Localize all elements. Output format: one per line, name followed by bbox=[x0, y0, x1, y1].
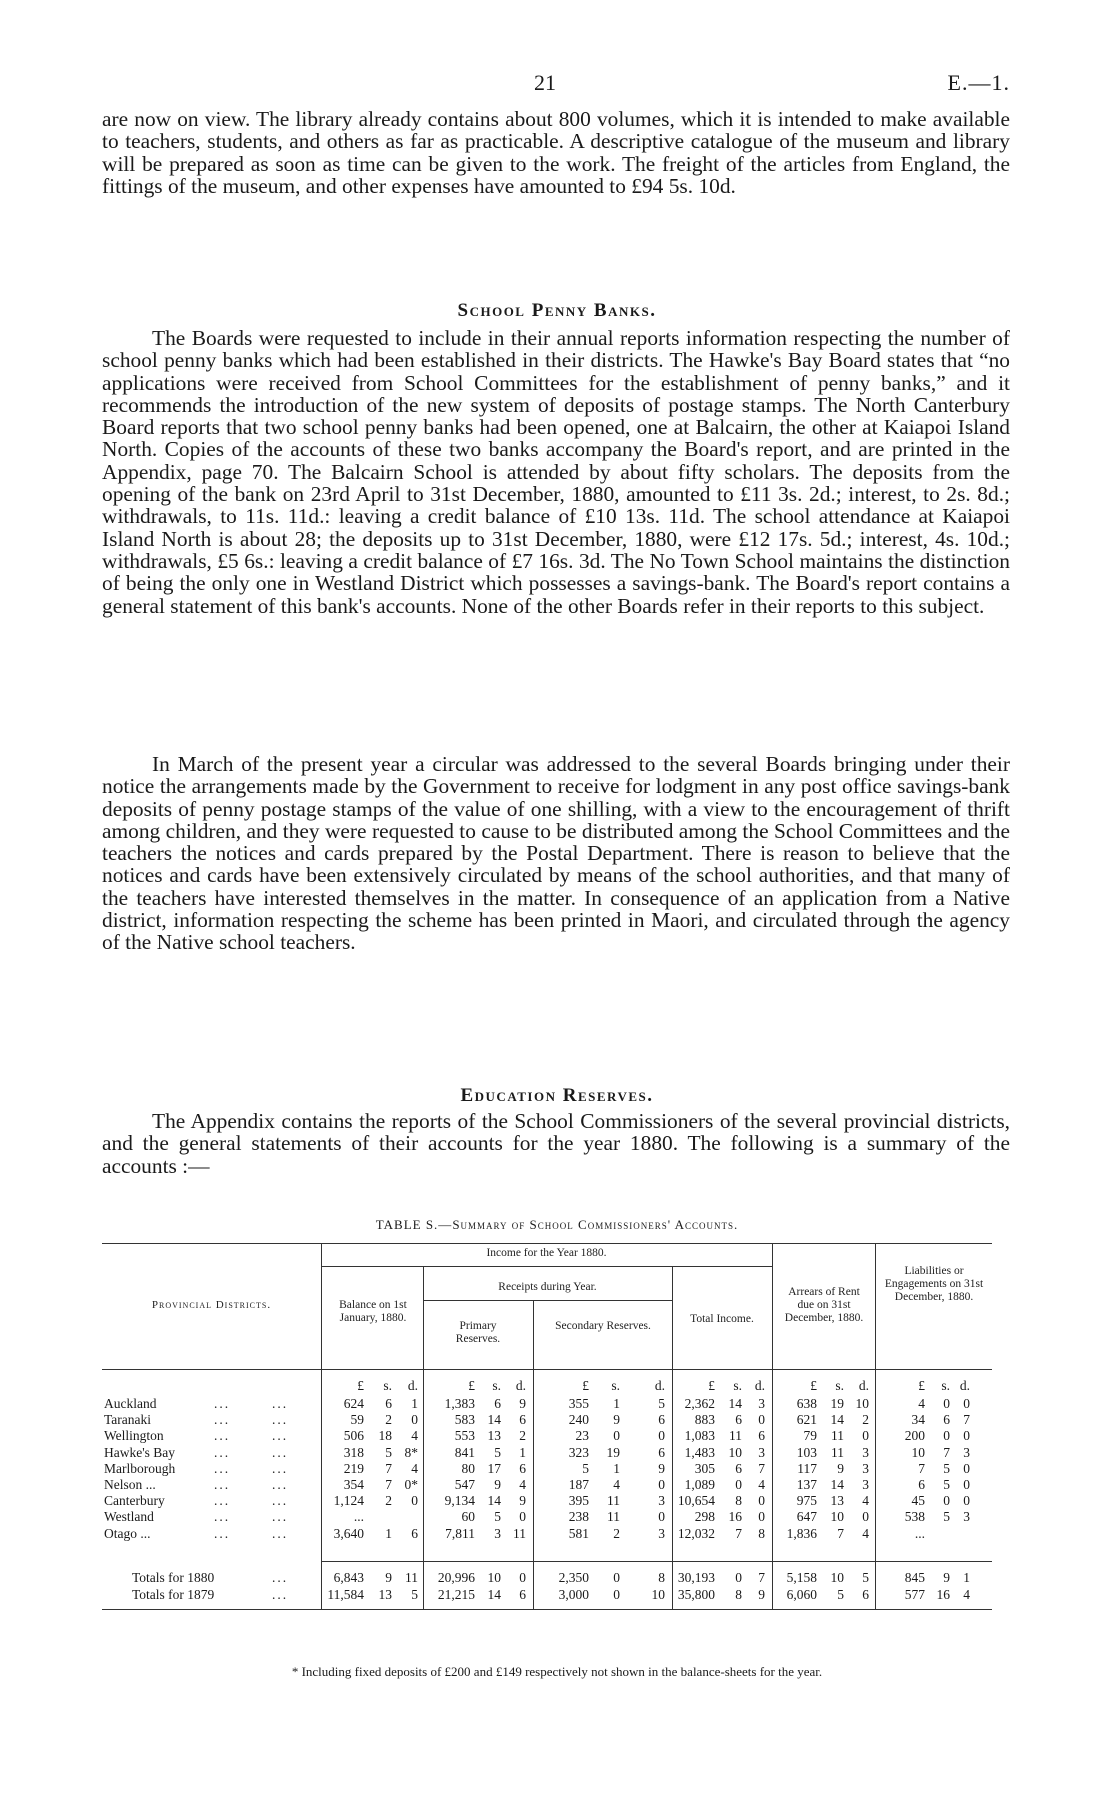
lia-cell: 7 bbox=[918, 1460, 925, 1476]
unit-label: d. bbox=[858, 1378, 869, 1393]
pri-total-cell: 20,996 bbox=[437, 1570, 475, 1585]
tot-cell: 298 bbox=[694, 1509, 715, 1525]
lia-cell: 34 bbox=[911, 1412, 925, 1428]
bal-total-cell: 13 bbox=[378, 1587, 392, 1602]
table-caption bbox=[0, 1217, 1114, 1233]
pri-cell: 14 bbox=[487, 1493, 501, 1509]
sec-cell: 19 bbox=[606, 1444, 620, 1460]
arr-cell: 11 bbox=[831, 1444, 844, 1460]
totals-label: Totals for 1879 bbox=[132, 1587, 215, 1602]
secondary-header: Secondary Reserves. bbox=[555, 1320, 651, 1332]
bal-cell: 1 bbox=[411, 1396, 418, 1411]
tot-cell: 10,654 bbox=[677, 1493, 715, 1509]
bal-total-cell: 5 bbox=[411, 1587, 418, 1602]
bal-cell: 354 bbox=[343, 1477, 364, 1492]
tot-cell: 16 bbox=[728, 1509, 742, 1525]
bal-cell: 1,124 bbox=[333, 1493, 364, 1509]
arr-cell: 638 bbox=[796, 1396, 817, 1411]
pri-cell: 583 bbox=[454, 1412, 475, 1428]
leader-dots: ... bbox=[214, 1396, 231, 1411]
sec-total-cell: 2,350 bbox=[558, 1570, 589, 1585]
unit-label: £ bbox=[918, 1378, 925, 1393]
balance-header: Balance on 1st January, 1880. bbox=[339, 1299, 407, 1324]
sec-cell: 323 bbox=[568, 1444, 589, 1460]
lia-cell: 0 bbox=[963, 1477, 970, 1492]
leader-dots: ... bbox=[272, 1493, 289, 1509]
sec-cell: 23 bbox=[575, 1428, 589, 1444]
pri-cell: 11 bbox=[513, 1525, 526, 1541]
lia-total-cell: 9 bbox=[943, 1570, 950, 1585]
lia-cell: 7 bbox=[963, 1412, 970, 1428]
pri-cell: 9 bbox=[494, 1477, 501, 1492]
arr-cell: 975 bbox=[796, 1493, 817, 1509]
tot-cell: 4 bbox=[758, 1477, 765, 1492]
tot-cell: 11 bbox=[729, 1428, 742, 1444]
sec-cell: 11 bbox=[607, 1509, 620, 1525]
sec-cell: 2 bbox=[613, 1525, 620, 1541]
leader-dots: ... bbox=[214, 1428, 231, 1444]
arr-cell: 647 bbox=[796, 1509, 817, 1525]
bal-total-cell: 9 bbox=[385, 1570, 392, 1585]
lia-cell: 0 bbox=[943, 1396, 950, 1411]
leader-dots: ... bbox=[214, 1460, 231, 1476]
tot-cell: 7 bbox=[758, 1460, 765, 1476]
receipts-rule bbox=[423, 1300, 672, 1301]
bal-cell: 5 bbox=[385, 1444, 392, 1460]
tot-cell: 2,362 bbox=[684, 1396, 715, 1411]
unit-label: s. bbox=[835, 1378, 844, 1393]
bal-cell: 7 bbox=[385, 1460, 392, 1476]
pri-cell: 1,383 bbox=[444, 1396, 475, 1411]
pri-cell: 2 bbox=[519, 1428, 526, 1444]
pri-cell: 13 bbox=[487, 1428, 501, 1444]
bal-cell: ... bbox=[353, 1509, 364, 1525]
pri-cell: 17 bbox=[487, 1460, 501, 1476]
district-name: Westland bbox=[104, 1509, 154, 1525]
arr-cell: 4 bbox=[862, 1493, 869, 1509]
sec-cell: 4 bbox=[613, 1477, 620, 1492]
education-reserves-paragraph: The Appendix contains the reports of the School Commissioners of the several provincial districts, and the general statements of their accounts for the year 1880. The following is a summary of the accounts :— bbox=[102, 1109, 1010, 1178]
unit-label: £ bbox=[708, 1378, 715, 1393]
arr-cell: 3 bbox=[862, 1477, 869, 1492]
bal-cell: 4 bbox=[411, 1428, 418, 1444]
pri-cell: 60 bbox=[461, 1509, 475, 1525]
income-header: Income for the Year 1880. bbox=[486, 1247, 607, 1259]
tot-cell: 10 bbox=[728, 1444, 742, 1460]
pri-cell: 9,134 bbox=[444, 1493, 475, 1509]
leader-dots: ... bbox=[272, 1396, 289, 1411]
totals-row bbox=[102, 1570, 992, 1586]
unit-label: £ bbox=[357, 1378, 364, 1393]
tot-cell: 0 bbox=[758, 1412, 765, 1428]
arr-cell: 4 bbox=[862, 1525, 869, 1541]
tot-total-cell: 8 bbox=[735, 1587, 742, 1602]
lia-cell: ... bbox=[914, 1525, 925, 1541]
lia-cell: 6 bbox=[918, 1477, 925, 1492]
sec-cell: 9 bbox=[658, 1460, 665, 1476]
leader-dots: ... bbox=[214, 1509, 231, 1525]
leader-dots: ... bbox=[272, 1587, 289, 1602]
pri-total-cell: 6 bbox=[519, 1587, 526, 1602]
bal-cell: 318 bbox=[343, 1444, 364, 1460]
pri-cell: 547 bbox=[454, 1477, 475, 1492]
tot-cell: 0 bbox=[758, 1493, 765, 1509]
lia-total-cell: 4 bbox=[963, 1587, 970, 1602]
pri-cell: 0 bbox=[519, 1509, 526, 1525]
leader-dots: ... bbox=[214, 1525, 231, 1541]
pri-cell: 4 bbox=[519, 1477, 526, 1492]
sec-cell: 240 bbox=[568, 1412, 589, 1428]
pri-cell: 6 bbox=[519, 1412, 526, 1428]
unit-label: s. bbox=[941, 1378, 950, 1393]
sec-cell: 395 bbox=[568, 1493, 589, 1509]
pri-cell: 1 bbox=[519, 1444, 526, 1460]
lia-cell: 0 bbox=[963, 1428, 970, 1444]
unit-label: £ bbox=[582, 1378, 589, 1393]
intro-paragraph: are now on view. The library already contains about 800 volumes, which it is intended to make available to teachers, students, and others as far as practicable. A descriptive catalogue of the museum and library will be prepared as soon as time can be given to the work. The freight of the articles from England, the fittings of the museum, and other expenses have amounted to £94 5s. 10d. bbox=[102, 107, 1010, 198]
totals-row bbox=[102, 1587, 992, 1603]
table-row bbox=[102, 1461, 992, 1477]
sec-cell: 5 bbox=[658, 1396, 665, 1411]
table-row bbox=[102, 1412, 992, 1428]
arr-total-cell: 5 bbox=[862, 1570, 869, 1585]
unit-label: s. bbox=[383, 1378, 392, 1393]
unit-label: d. bbox=[754, 1378, 765, 1393]
arr-total-cell: 6,060 bbox=[786, 1587, 817, 1602]
tot-total-cell: 9 bbox=[758, 1587, 765, 1602]
pri-cell: 9 bbox=[519, 1396, 526, 1411]
tot-cell: 3 bbox=[758, 1396, 765, 1411]
receipts-header: Receipts during Year. bbox=[498, 1281, 597, 1293]
pri-cell: 553 bbox=[454, 1428, 475, 1444]
tot-cell: 7 bbox=[735, 1525, 742, 1541]
table-row bbox=[102, 1509, 992, 1525]
pri-cell: 841 bbox=[454, 1444, 475, 1460]
arr-cell: 1,836 bbox=[786, 1525, 817, 1541]
arr-cell: 19 bbox=[830, 1396, 844, 1411]
education-reserves-heading: Education Reserves. bbox=[460, 1085, 654, 1106]
tot-total-cell: 35,800 bbox=[677, 1587, 715, 1602]
table-caption-title: Summary of School Commissioners' Accounts. bbox=[452, 1217, 739, 1232]
pri-cell: 5 bbox=[494, 1509, 501, 1525]
table-row bbox=[102, 1445, 992, 1461]
lia-total-cell: 577 bbox=[904, 1587, 925, 1602]
district-name: Canterbury bbox=[104, 1493, 165, 1509]
arr-cell: 79 bbox=[803, 1428, 817, 1444]
table-row bbox=[102, 1477, 992, 1493]
document-code: E.—1. bbox=[947, 70, 1010, 95]
sec-cell: 11 bbox=[607, 1493, 620, 1509]
sec-total-cell: 0 bbox=[613, 1570, 620, 1585]
arr-cell: 103 bbox=[796, 1444, 817, 1460]
lia-cell: 0 bbox=[963, 1493, 970, 1509]
bal-cell: 0* bbox=[404, 1477, 418, 1492]
lia-total-cell: 16 bbox=[936, 1587, 950, 1602]
tot-total-cell: 0 bbox=[735, 1570, 742, 1585]
district-name: Otago ... bbox=[104, 1525, 151, 1541]
arr-cell: 11 bbox=[831, 1428, 844, 1444]
bal-cell: 7 bbox=[385, 1477, 392, 1492]
bal-cell: 6 bbox=[411, 1525, 418, 1541]
arr-total-cell: 10 bbox=[830, 1570, 844, 1585]
lia-cell: 200 bbox=[904, 1428, 925, 1444]
leader-dots: ... bbox=[214, 1412, 231, 1428]
lia-total-cell: 845 bbox=[904, 1570, 925, 1585]
pri-cell: 7,811 bbox=[445, 1525, 475, 1541]
arr-cell: 14 bbox=[830, 1412, 844, 1428]
arr-cell: 9 bbox=[837, 1460, 844, 1476]
lia-cell: 6 bbox=[943, 1412, 950, 1428]
table-footnote: * Including fixed deposits of £200 and £149 respectively not shown in the balance-sheets for the year. bbox=[291, 1664, 823, 1679]
leader-dots: ... bbox=[272, 1460, 289, 1476]
pri-total-cell: 0 bbox=[519, 1570, 526, 1585]
bal-cell: 624 bbox=[343, 1396, 364, 1411]
pri-cell: 6 bbox=[519, 1460, 526, 1476]
totals-label: Totals for 1880 bbox=[132, 1570, 215, 1585]
bal-total-cell: 11 bbox=[405, 1570, 418, 1585]
table-row bbox=[102, 1396, 992, 1412]
tot-cell: 12,032 bbox=[677, 1525, 715, 1541]
bal-cell: 18 bbox=[378, 1428, 392, 1444]
tot-cell: 305 bbox=[694, 1460, 715, 1476]
leader-dots: ... bbox=[272, 1525, 289, 1541]
accounts-table bbox=[102, 1243, 992, 1655]
bal-cell: 8* bbox=[404, 1444, 418, 1460]
bal-cell: 4 bbox=[411, 1460, 418, 1476]
primary-header: Primary Reserves. bbox=[455, 1320, 501, 1345]
arr-cell: 14 bbox=[830, 1477, 844, 1492]
lia-cell: 4 bbox=[918, 1396, 925, 1411]
sec-cell: 187 bbox=[568, 1477, 589, 1492]
arr-cell: 621 bbox=[796, 1412, 817, 1428]
tot-cell: 1,483 bbox=[684, 1444, 715, 1460]
arr-cell: 3 bbox=[862, 1460, 869, 1476]
tot-total-cell: 30,193 bbox=[677, 1570, 715, 1585]
district-name: Taranaki bbox=[104, 1412, 152, 1428]
bal-cell: 2 bbox=[385, 1493, 392, 1509]
tot-cell: 883 bbox=[694, 1412, 715, 1428]
table-caption-prefix: TABLE S.— bbox=[375, 1217, 453, 1232]
bal-cell: 506 bbox=[343, 1428, 364, 1444]
district-name: Auckland bbox=[104, 1396, 157, 1411]
bal-cell: 6 bbox=[385, 1396, 392, 1411]
sec-total-cell: 8 bbox=[658, 1570, 665, 1585]
sec-cell: 0 bbox=[658, 1428, 665, 1444]
lia-cell: 7 bbox=[943, 1444, 950, 1460]
pri-cell: 9 bbox=[519, 1493, 526, 1509]
arr-total-cell: 5,158 bbox=[786, 1570, 817, 1585]
sec-cell: 0 bbox=[658, 1509, 665, 1525]
sec-cell: 355 bbox=[568, 1396, 589, 1411]
lia-cell: 0 bbox=[943, 1428, 950, 1444]
sec-cell: 3 bbox=[658, 1493, 665, 1509]
bal-cell: 219 bbox=[343, 1460, 364, 1476]
arrears-header: Arrears of Rent due on 31st December, 1880. bbox=[784, 1286, 864, 1324]
penny-banks-heading: School Penny Banks. bbox=[457, 300, 657, 321]
arr-cell: 137 bbox=[796, 1477, 817, 1492]
sec-cell: 6 bbox=[658, 1444, 665, 1460]
lia-cell: 10 bbox=[911, 1444, 925, 1460]
penny-banks-paragraph-1: The Boards were requested to include in their annual reports information respecting the number of school penny banks which had been established in their districts. The Hawke's Bay Board states that “no applications were received from School Committees for the establishment of penny banks,” and it recommends the introduction of the new system of deposits of postage stamps. The North Canterbury Board reports that two school penny banks had been opened, one at Balcairn, the other at Kaiapoi Island North. Copies of the accounts of these two banks accompany the Board's report, and are printed in the Appendix, page 70. The Balcairn School is attended by about fifty scholars. The deposits from the opening of the bank on 23rd April to 31st December, 1880, amounted to £11 3s. 2d.; interest, to 2s. 8d.; withdrawals, to 11s. 11d.: leaving a credit balance of £10 13s. 11d. The school attendance at Kaiapoi Island North is about 28; the deposits up to 31st December, 1880, were £12 17s. 5d.; interest, 4s. 10d.; withdrawals, £5 6s.: leaving a credit balance of £7 16s. 3d. The No Town School maintains the distinction of being the only one in Westland District which possesses a savings-bank. The Board's report contains a general statement of this bank's accounts. None of the other Boards refer in their reports to this subject. bbox=[102, 326, 1010, 618]
page-number: 21 bbox=[534, 70, 556, 95]
sec-cell: 581 bbox=[568, 1525, 589, 1541]
district-name: Nelson ... bbox=[104, 1477, 156, 1492]
bal-cell: 1 bbox=[385, 1525, 392, 1541]
bal-cell: 0 bbox=[411, 1412, 418, 1428]
pri-total-cell: 10 bbox=[487, 1570, 501, 1585]
district-name: Marlborough bbox=[104, 1460, 176, 1476]
sec-cell: 1 bbox=[613, 1460, 620, 1476]
pri-cell: 6 bbox=[494, 1396, 501, 1411]
arr-cell: 10 bbox=[855, 1396, 869, 1411]
pri-total-cell: 21,215 bbox=[437, 1587, 475, 1602]
leader-dots: ... bbox=[214, 1444, 231, 1460]
lia-cell: 45 bbox=[911, 1493, 925, 1509]
totals-rule bbox=[321, 1561, 992, 1562]
unit-label: d. bbox=[407, 1378, 418, 1393]
lia-cell: 3 bbox=[963, 1509, 970, 1525]
arr-cell: 117 bbox=[797, 1460, 817, 1476]
leader-dots: ... bbox=[214, 1493, 231, 1509]
bal-cell: 0 bbox=[411, 1493, 418, 1509]
leader-dots: ... bbox=[272, 1444, 289, 1460]
tot-cell: 8 bbox=[758, 1525, 765, 1541]
table-row bbox=[102, 1428, 992, 1444]
liabilities-header: Liabilities or Engagements on 31st December, 1880. bbox=[884, 1265, 984, 1303]
sec-cell: 3 bbox=[658, 1525, 665, 1541]
tot-cell: 6 bbox=[735, 1460, 742, 1476]
table-bottom-rule bbox=[102, 1609, 992, 1610]
provincial-districts-header: Provincial Districts. bbox=[151, 1299, 272, 1311]
penny-banks-paragraph-2: In March of the present year a circular was addressed to the several Boards bringing under their notice the arrangements made by the Government to receive for lodgment in any post office savings-bank deposits of penny postage stamps of the value of one shilling, with a view to the encouragement of thrift among children, and they were requested to cause to be distributed among the School Committees and the teachers the notices and cards prepared by the Postal Department. There is reason to believe that the notices and cards have been extensively circulated by means of the school authorities, and that many of the teachers have interested themselves in the matter. In consequence of an application from a Native district, information respecting the scheme has been printed in Maori, and circulated through the agency of the Native school teachers. bbox=[102, 752, 1010, 955]
tot-cell: 3 bbox=[758, 1444, 765, 1460]
tot-cell: 1,089 bbox=[684, 1477, 715, 1492]
pri-cell: 3 bbox=[494, 1525, 501, 1541]
arr-cell: 0 bbox=[862, 1428, 869, 1444]
tot-total-cell: 7 bbox=[758, 1570, 765, 1585]
sec-cell: 0 bbox=[658, 1477, 665, 1492]
arr-cell: 2 bbox=[862, 1412, 869, 1428]
tot-cell: 6 bbox=[758, 1428, 765, 1444]
unit-label: s. bbox=[611, 1378, 620, 1393]
bal-total-cell: 6,843 bbox=[333, 1570, 364, 1585]
tot-cell: 8 bbox=[735, 1493, 742, 1509]
table-row bbox=[102, 1493, 992, 1509]
leader-dots: ... bbox=[272, 1570, 289, 1585]
bal-cell: 3,640 bbox=[333, 1525, 364, 1541]
arr-total-cell: 6 bbox=[862, 1587, 869, 1602]
currency-units-row bbox=[102, 1378, 992, 1394]
table-top-rule bbox=[102, 1243, 992, 1244]
sec-cell: 9 bbox=[613, 1412, 620, 1428]
total-income-header: Total Income. bbox=[690, 1313, 754, 1325]
income-rule bbox=[321, 1266, 772, 1267]
table-row bbox=[102, 1526, 992, 1542]
district-name: Wellington bbox=[104, 1428, 164, 1444]
leader-dots: ... bbox=[272, 1428, 289, 1444]
tot-cell: 0 bbox=[735, 1477, 742, 1492]
sec-total-cell: 0 bbox=[613, 1587, 620, 1602]
tot-cell: 6 bbox=[735, 1412, 742, 1428]
lia-cell: 3 bbox=[963, 1444, 970, 1460]
lia-cell: 538 bbox=[904, 1509, 925, 1525]
lia-cell: 5 bbox=[943, 1509, 950, 1525]
pri-cell: 14 bbox=[487, 1412, 501, 1428]
leader-dots: ... bbox=[272, 1477, 289, 1492]
bal-cell: 2 bbox=[385, 1412, 392, 1428]
arr-cell: 0 bbox=[862, 1509, 869, 1525]
unit-label: £ bbox=[468, 1378, 475, 1393]
leader-dots: ... bbox=[272, 1412, 289, 1428]
unit-label: s. bbox=[733, 1378, 742, 1393]
sec-cell: 238 bbox=[568, 1509, 589, 1525]
arr-cell: 13 bbox=[830, 1493, 844, 1509]
arr-total-cell: 5 bbox=[837, 1587, 844, 1602]
arr-cell: 3 bbox=[862, 1444, 869, 1460]
leader-dots: ... bbox=[272, 1509, 289, 1525]
bal-total-cell: 11,584 bbox=[327, 1587, 364, 1602]
tot-cell: 0 bbox=[758, 1509, 765, 1525]
unit-label: d. bbox=[959, 1378, 970, 1393]
header-bottom-rule bbox=[102, 1369, 992, 1370]
sec-total-cell: 3,000 bbox=[558, 1587, 589, 1602]
lia-cell: 0 bbox=[943, 1493, 950, 1509]
sec-cell: 0 bbox=[613, 1428, 620, 1444]
leader-dots: ... bbox=[214, 1477, 231, 1492]
arr-cell: 7 bbox=[837, 1525, 844, 1541]
unit-label: s. bbox=[492, 1378, 501, 1393]
pri-total-cell: 14 bbox=[487, 1587, 501, 1602]
sec-cell: 1 bbox=[613, 1396, 620, 1411]
arr-cell: 10 bbox=[830, 1509, 844, 1525]
pri-cell: 80 bbox=[461, 1460, 475, 1476]
tot-cell: 1,083 bbox=[684, 1428, 715, 1444]
district-name: Hawke's Bay bbox=[104, 1444, 176, 1460]
unit-label: £ bbox=[810, 1378, 817, 1393]
sec-cell: 5 bbox=[582, 1460, 589, 1476]
pri-cell: 5 bbox=[494, 1444, 501, 1460]
lia-total-cell: 1 bbox=[963, 1570, 970, 1585]
unit-label: d. bbox=[515, 1378, 526, 1393]
tot-cell: 14 bbox=[728, 1396, 742, 1411]
bal-cell: 59 bbox=[350, 1412, 364, 1428]
sec-total-cell: 10 bbox=[651, 1587, 665, 1602]
lia-cell: 5 bbox=[943, 1460, 950, 1476]
lia-cell: 0 bbox=[963, 1396, 970, 1411]
lia-cell: 0 bbox=[963, 1460, 970, 1476]
sec-cell: 6 bbox=[658, 1412, 665, 1428]
lia-cell: 5 bbox=[943, 1477, 950, 1492]
unit-label: d. bbox=[654, 1378, 665, 1393]
